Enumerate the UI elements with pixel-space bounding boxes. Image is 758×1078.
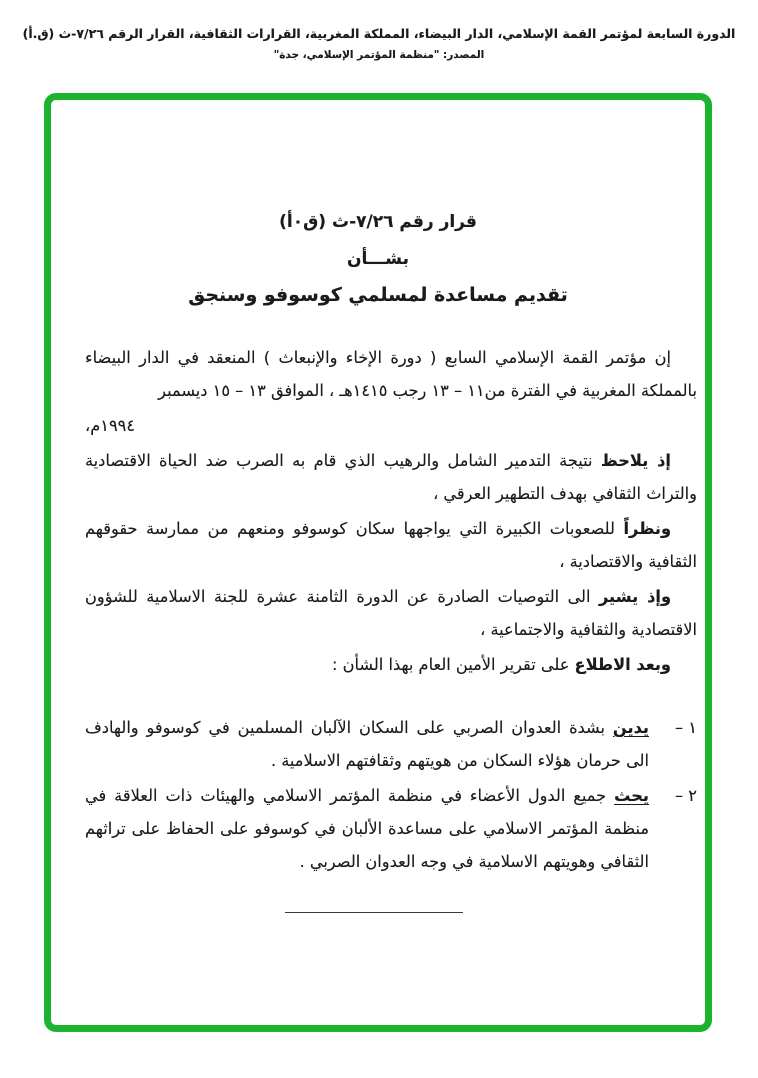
paragraph-text: إن مؤتمر القمة الإسلامي السابع ( دورة الإخاء والإنبعاث ) المنعقد في الدار البيضاء بالمملكة المغربية في الفترة من١١ – ١٣ رجب ١٤١٥هـ ، الموافق ١٣ – ١٥ ديسمبر xyxy=(85,348,697,400)
item-body: جميع الدول الأعضاء في منظمة المؤتمر الاسلامي والهيئات ذات العلاقة في منظمة المؤتمر الاسلامي على مساعدة الألبان في كوسوفو على الحفاظ على تراثهم الثقافي وهويتهم الاسلامية في وجه العدوان الصربي . xyxy=(85,786,649,871)
paragraph-text: نتيجة التدمير الشامل والرهيب الذي قام به الصرب ضد الحياة الاقتصادية والتراث الثقافي بهدف التطهير العرقي ، xyxy=(85,451,697,503)
item-text xyxy=(85,779,649,878)
date-line: ١٩٩٤م، xyxy=(85,416,136,435)
operative-item-2 xyxy=(85,779,697,878)
item-lead: يحث xyxy=(614,786,649,805)
preamble-paragraph-1 xyxy=(85,341,697,407)
document-frame xyxy=(44,93,712,1032)
paragraph-lead: وإذ يشير xyxy=(598,587,672,606)
paragraph-text: على تقرير الأمين العام بهذا الشأن : xyxy=(332,655,570,674)
item-number: ١ – xyxy=(675,718,697,737)
operative-items xyxy=(85,711,697,878)
resolution-document xyxy=(51,100,705,1025)
end-divider xyxy=(285,912,463,913)
paragraph-text: للصعوبات الكبيرة التي يواجهها سكان كوسوفو ومنعهم من ممارسة حقوقهم الثقافية والاقتصادية ، xyxy=(85,519,697,571)
citation-header xyxy=(0,26,758,61)
preamble-paragraph-2 xyxy=(85,444,697,510)
resolution-subject-title: تقديم مساعدة لمسلمي كوسوفو وسنجق xyxy=(188,284,568,306)
item-number: ٢ – xyxy=(675,786,697,805)
preamble-paragraph-5 xyxy=(85,648,697,681)
paragraph-lead: وبعد الاطلاع xyxy=(574,655,671,674)
paragraph-lead: ونظراً xyxy=(623,519,672,538)
item-body: بشدة العدوان الصربي على السكان الآلبان المسلمين في كوسوفو والهادف الى حرمان هؤلاء السكان من هويتهم وثقافتهم الاسلامية . xyxy=(85,718,649,770)
item-text xyxy=(85,711,649,777)
preamble-paragraph-4 xyxy=(85,580,697,646)
item-lead: يدين xyxy=(612,718,649,737)
paragraph-lead: إذ يلاحظ xyxy=(600,451,671,470)
regarding-label: بشـــأن xyxy=(346,249,409,269)
citation-line: الدورة السابعة لمؤتمر القمة الإسلامي، الدار البيضاء، المملكة المغربية، القرارات الثقافية، القرار الرقم ٧/٢٦-ث (ق.أ) xyxy=(22,26,736,41)
preamble-paragraph-3 xyxy=(85,512,697,578)
source-line: المصدر: "منظمة المؤتمر الإسلامي، جدة" xyxy=(273,49,485,61)
operative-item-1 xyxy=(85,711,697,777)
resolution-body xyxy=(85,341,697,913)
paragraph-text: الى التوصيات الصادرة عن الدورة الثامنة عشرة للجنة الاسلامية للشؤون الاقتصادية والثقافية والاجتماعية ، xyxy=(85,587,697,639)
resolution-number-title: قرار رقم ٧/٢٦-ث (ق٠أ) xyxy=(279,212,477,232)
resolution-title-block xyxy=(51,212,705,306)
